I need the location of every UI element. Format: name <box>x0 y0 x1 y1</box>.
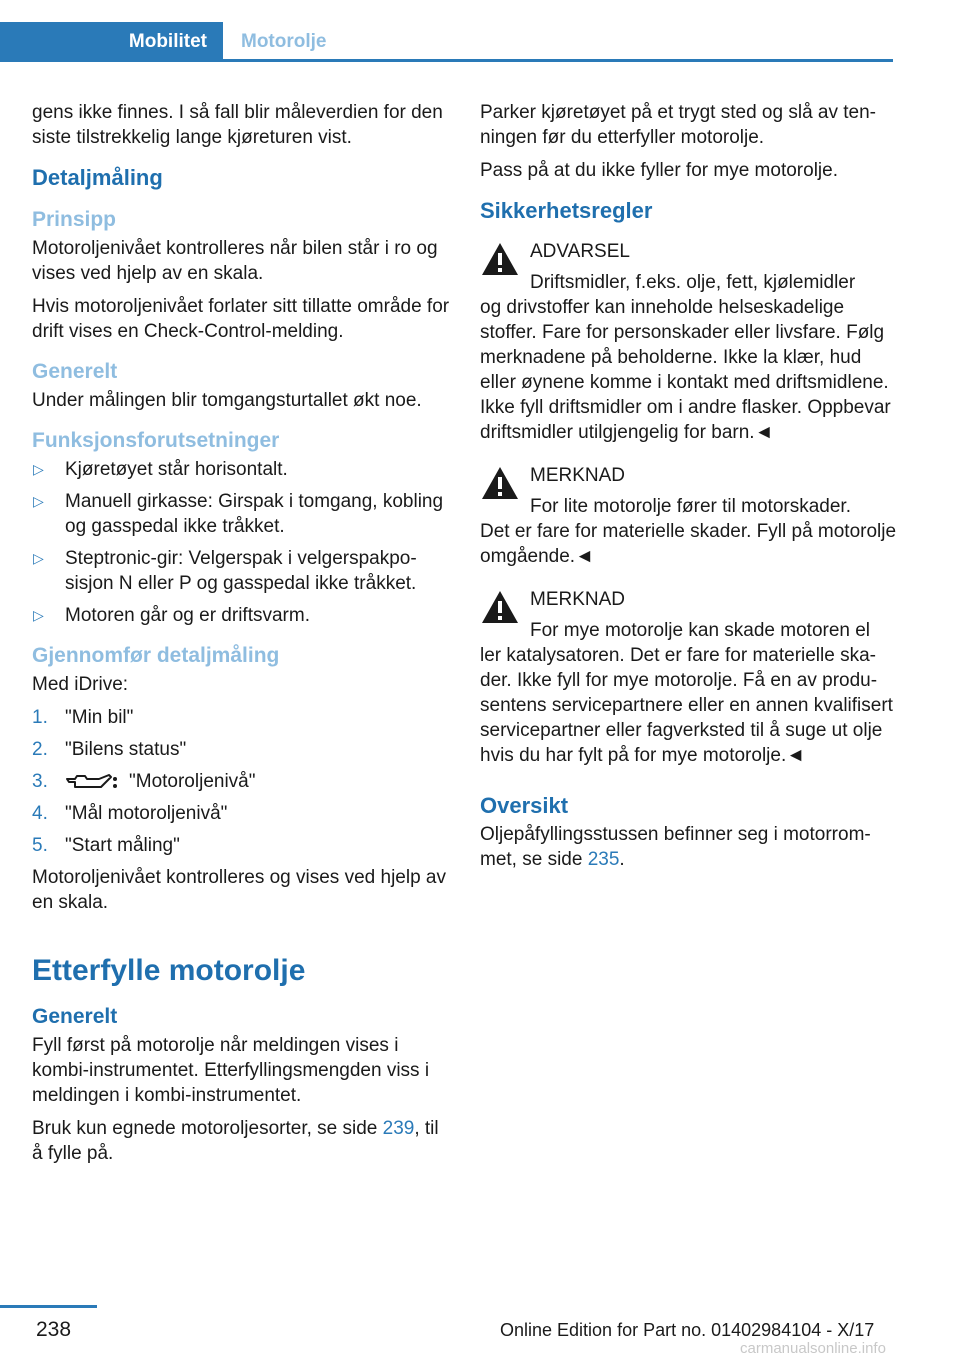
footer-divider <box>0 1305 97 1308</box>
step-text: "Bilens status" <box>65 739 187 760</box>
paragraph-pass: Pass på at du ikke fyller for mye motorolje. <box>480 160 838 181</box>
notice-first-line: For mye motorolje kan skade motoren el <box>530 620 871 641</box>
notice-title: MERKNAD <box>530 465 626 486</box>
page-link-235[interactable]: 235 <box>587 849 620 870</box>
heading-generelt-2: Generelt <box>32 1005 118 1028</box>
list-item <box>32 705 450 730</box>
tab-mobilitet[interactable] <box>0 22 223 62</box>
notice-title: MERKNAD <box>530 589 626 610</box>
step-text: "Mål motoroljenivå" <box>65 803 228 824</box>
paragraph-bruk <box>32 1116 450 1166</box>
page-link-239[interactable]: 239 <box>382 1118 415 1139</box>
tab-mobilitet-label: Mobilitet <box>128 31 207 52</box>
notice-block <box>480 587 898 768</box>
notice-first-line: For lite motorolje fører til motorskader. <box>530 496 851 517</box>
step-text: "Motoroljenivå" <box>129 771 256 792</box>
header-bar <box>0 22 893 62</box>
list-item-text: Steptronic-gir: Velgerspak i velgerspakposisjon N eller P og gasspedal ikke tråkket. <box>65 548 417 594</box>
step-number: 4. <box>32 803 48 824</box>
paragraph-fyll: Fyll først på motorolje når meldingen vises i kombi-instrumentet. Etterfyllingsmengden viss i meldingen i kombi-instrumentet. <box>32 1035 430 1106</box>
step-text: "Start måling" <box>65 835 180 856</box>
warning-triangle-icon <box>480 465 520 501</box>
list-item <box>32 457 450 482</box>
heading-oversikt: Oversikt <box>480 793 569 818</box>
notice-text: Det er fare for materielle skader. Fyll på motorolje omgående.◄ <box>480 521 897 567</box>
left-column <box>32 100 450 1174</box>
heading-generelt: Generelt <box>32 360 118 383</box>
paragraph-parker: Parker kjøretøyet på et trygt sted og slå av tenningen før du etterfyller motorolje. <box>480 102 876 148</box>
tab-motorolje[interactable] <box>223 22 893 62</box>
step-number: 2. <box>32 739 48 760</box>
requirements-list <box>32 457 450 628</box>
steps-list <box>32 705 450 858</box>
list-item-text: Kjøretøyet står horisontalt. <box>65 459 288 480</box>
paragraph-bruk-tail: , til å fylle på. <box>32 1118 439 1164</box>
bullet-triangle-icon: ▷ <box>33 607 44 623</box>
header-divider <box>223 59 893 62</box>
heading-funksjonsforutsetninger: Funksjonsforutsetninger <box>32 429 280 452</box>
edition-footer: Online Edition for Part no. 01402984104 - X/17 <box>500 1320 875 1340</box>
step-number: 3. <box>32 771 48 792</box>
heading-sikkerhetsregler: Sikkerhetsregler <box>480 198 653 223</box>
paragraph-oversikt <box>480 822 898 872</box>
warning-triangle-icon <box>480 241 520 277</box>
oil-can-icon <box>65 771 121 793</box>
paragraph-generelt: Under målingen blir tomgangsturtallet økt noe. <box>32 390 422 411</box>
heading-etterfylle-motorolje: Etterfylle motorolje <box>32 954 306 987</box>
step-number: 1. <box>32 707 48 728</box>
heading-prinsipp: Prinsipp <box>32 208 117 231</box>
heading-gjennomfor: Gjennomfør detaljmåling <box>32 644 280 667</box>
bullet-triangle-icon: ▷ <box>33 461 44 477</box>
list-item <box>32 546 450 596</box>
list-item <box>32 769 450 794</box>
page-number: 238 <box>36 1318 72 1341</box>
list-item <box>32 833 450 858</box>
paragraph-after-steps: Motoroljenivået kontrolleres og vises ved hjelp av en skala. <box>32 867 446 913</box>
step-number: 5. <box>32 835 48 856</box>
right-column <box>480 100 898 880</box>
warning-first-line: Driftsmidler, f.eks. olje, fett, kjølemidler <box>530 272 856 293</box>
list-item-text: Motoren går og er driftsvarm. <box>65 605 310 626</box>
list-item <box>32 801 450 826</box>
notice-block <box>480 463 898 569</box>
notice-text: ler katalysatoren. Det er fare for materielle skader. Ikke fyll for mye motorolje. Få en av produsentens servicepartnere eller en annen kvalifisert servicepartner eller fagverksted til å suge ut olje hvis du har fylt på for mye motorolje.◄ <box>480 645 893 766</box>
warning-title: ADVARSEL <box>530 241 630 262</box>
warning-text: og drivstoffer kan inneholde helseskadelige stoffer. Fare for personskader eller livsfare. Følg merknadene på beholderne. Ikke la klær, hud eller øynene komme i kontakt med driftsmidlene. Ikke fyll driftsmidler om i andre flasker. Oppbevar driftsmidler utilgjengelig for barn.◄ <box>480 297 891 443</box>
heading-detaljmaling: Detaljmåling <box>32 165 163 190</box>
paragraph-idrive: Med iDrive: <box>32 674 129 695</box>
paragraph-intro: gens ikke finnes. I så fall blir måleverdien for den siste tilstrekkelig lange kjøreturen vist. <box>32 102 443 148</box>
bullet-triangle-icon: ▷ <box>33 550 44 566</box>
paragraph-prinsipp-1: Motoroljenivået kontrolleres når bilen står i ro og vises ved hjelp av en skala. <box>32 238 438 284</box>
list-item <box>32 737 450 762</box>
list-item <box>32 603 450 628</box>
paragraph-oversikt-text: Oljepåfyllingsstussen befinner seg i motorrommet, se side <box>480 824 871 870</box>
tab-motorolje-label: Motorolje <box>241 31 327 52</box>
step-text: "Min bil" <box>65 707 134 728</box>
paragraph-oversikt-tail: . <box>619 849 625 870</box>
list-item-text: Manuell girkasse: Girspak i tomgang, kobling og gasspedal ikke tråkket. <box>65 491 444 537</box>
warning-triangle-icon <box>480 589 520 625</box>
warning-block <box>480 239 898 445</box>
paragraph-bruk-text: Bruk kun egnede motoroljesorter, se side <box>32 1118 383 1139</box>
bullet-triangle-icon: ▷ <box>33 493 44 509</box>
paragraph-prinsipp-2: Hvis motoroljenivået forlater sitt tillatte område for drift vises en Check-Control-melding. <box>32 296 450 342</box>
list-item <box>32 489 450 539</box>
watermark: carmanualsonline.info <box>740 1340 886 1357</box>
